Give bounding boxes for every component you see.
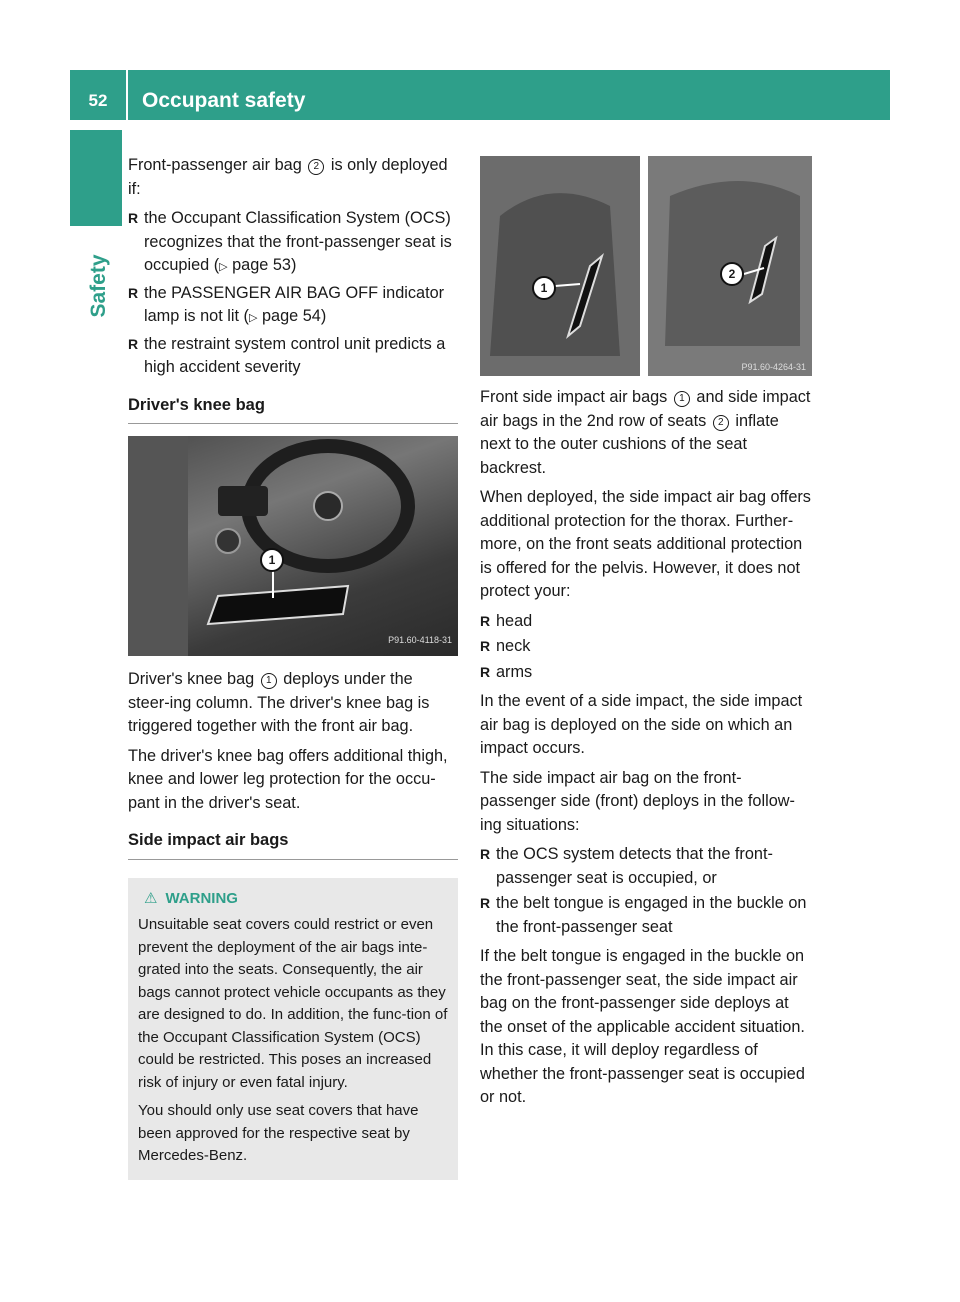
page-ref-arrow-icon: ▷ [248, 312, 258, 324]
list-item-text: the restraint system control unit predicts a high accident severity [144, 334, 446, 376]
list-item [480, 610, 812, 634]
protection-list [480, 610, 812, 685]
seats-photo-icon [480, 156, 812, 376]
left-column [128, 154, 458, 1180]
page-title: Occupant safety [142, 89, 306, 112]
side-impact-heading: Side impact air bags [128, 829, 458, 860]
list-item [480, 892, 812, 939]
page-ref-link[interactable]: page 53 [232, 256, 291, 274]
knee-bag-illustration [128, 436, 458, 656]
bullet-icon: R [480, 895, 491, 911]
right-column [480, 386, 812, 1116]
image-code: P91.60-4264-31 [741, 362, 806, 372]
side-impact-paragraph-2: When deployed, the side impact air bag offers additional protection for the thorax. Further-more, on the front seats additional protection is offered for the pelvis. However, it does not protect your: [480, 488, 811, 600]
list-item [128, 282, 458, 331]
section-tab-block [70, 130, 122, 226]
side-impact-paragraph-3: In the event of a side impact, the side impact air bag is deployed on the side on which an impact occurs. [480, 692, 803, 757]
list-item-text-end: ) [290, 256, 297, 274]
bullet-icon: R [480, 663, 491, 680]
page-ref-link[interactable]: page 54 [261, 307, 321, 325]
warning-paragraph-2: You should only use seat covers that have been approved for the respective seat by Mercedes-Benz. [138, 1102, 419, 1164]
deploy-conditions-list [128, 207, 458, 380]
section-tab [82, 246, 116, 326]
image-code: P91.60-4118-31 [388, 634, 452, 645]
list-item [480, 635, 812, 659]
list-item-text: neck [496, 637, 531, 655]
callout-2-icon: 2 [308, 159, 324, 175]
warning-header [144, 888, 448, 911]
callout-2-icon: 2 [713, 415, 729, 431]
callout-2-marker: 2 [720, 262, 744, 286]
warning-box [128, 878, 458, 1180]
dashboard-photo-icon [128, 436, 458, 656]
list-item-text: the Occupant Classification System (OCS) recognizes that the front-passenger seat is occupied ( [144, 209, 452, 274]
knee-bag-paragraph-1 [128, 668, 458, 739]
intro-paragraph [128, 154, 458, 201]
header-divider [126, 70, 128, 120]
list-item-text: the PASSENGER AIR BAG OFF indicator lamp is not lit ( [144, 283, 445, 325]
list-item-text: the belt tongue is engaged in the buckle on the front-passenger seat [496, 894, 807, 936]
side-impact-paragraph-4: The side impact air bag on the front-passenger side (front) deploys in the follow-ing situations: [480, 768, 795, 834]
page-ref-arrow-icon: ▷ [219, 261, 228, 273]
page-header [70, 70, 890, 120]
callout-1-icon: 1 [674, 391, 690, 407]
list-item-text: the OCS system detects that the front-passenger seat is occupied, or [496, 845, 773, 887]
side-airbags-illustration [480, 156, 812, 376]
list-item-text-end: ) [320, 307, 327, 325]
bullet-icon: R [128, 284, 139, 301]
warning-title: WARNING [165, 889, 238, 907]
intro-text-a: Front-passenger air bag [128, 156, 302, 174]
list-item [128, 333, 458, 380]
side-text-a: Front side impact air bags [480, 388, 668, 406]
bullet-icon: R [128, 335, 139, 352]
bullet-icon: R [480, 846, 491, 862]
list-item [128, 207, 458, 280]
side-text-b: and side impact air bags in the 2nd row of seats [480, 388, 811, 430]
section-tab-label: Safety [87, 254, 110, 318]
list-item [480, 661, 812, 685]
intro-text-b: is only deployed if: [128, 156, 448, 198]
side-impact-paragraph-5: If the belt tongue is engaged in the buckle on the front-passenger seat, the side impact air bag on the front-passenger side deploys at the onset of the applicable accident situation. In this case, it will deploy regardless of whether the front-passenger seat is occupied or not. [480, 947, 805, 1106]
bullet-icon: R [128, 210, 139, 226]
bullet-icon: R [480, 612, 491, 629]
deploy-situations-list [480, 843, 812, 939]
side-text-c: inflate next to the outer cushions of the seat backrest. [480, 411, 779, 477]
knee-bag-heading: Driver's knee bag [128, 394, 458, 425]
warning-paragraph-1: Unsuitable seat covers could restrict or even prevent the deployment of the air bags inte-grated into the seats. Consequently, the air bags cannot protect vehicle occupants as they are designed to do. In addition, the func-tion of the Occupant Classification System (OCS) could be restricted. This poses an increased risk of injury or even fatal injury. [138, 916, 448, 1091]
list-item-text: arms [496, 662, 533, 681]
knee-text-a: Driver's knee bag [128, 670, 255, 688]
page-number: 52 [88, 91, 108, 110]
callout-1-marker: 1 [260, 548, 284, 572]
callout-1-marker: 1 [532, 276, 556, 300]
callout-1-icon: 1 [261, 673, 277, 689]
list-item [480, 843, 812, 890]
list-item-text: head [496, 611, 533, 630]
bullet-icon: R [480, 638, 491, 654]
knee-text-b: deploys under the steer-ing column. The driver's knee bag is triggered together with the front air bag. [128, 670, 430, 735]
knee-bag-paragraph-2: The driver's knee bag offers additional thigh, knee and lower leg protection for the occu-pant in the driver's seat. [128, 746, 448, 812]
warning-icon: ⚠ [144, 889, 158, 907]
side-impact-paragraph-1 [480, 386, 812, 480]
